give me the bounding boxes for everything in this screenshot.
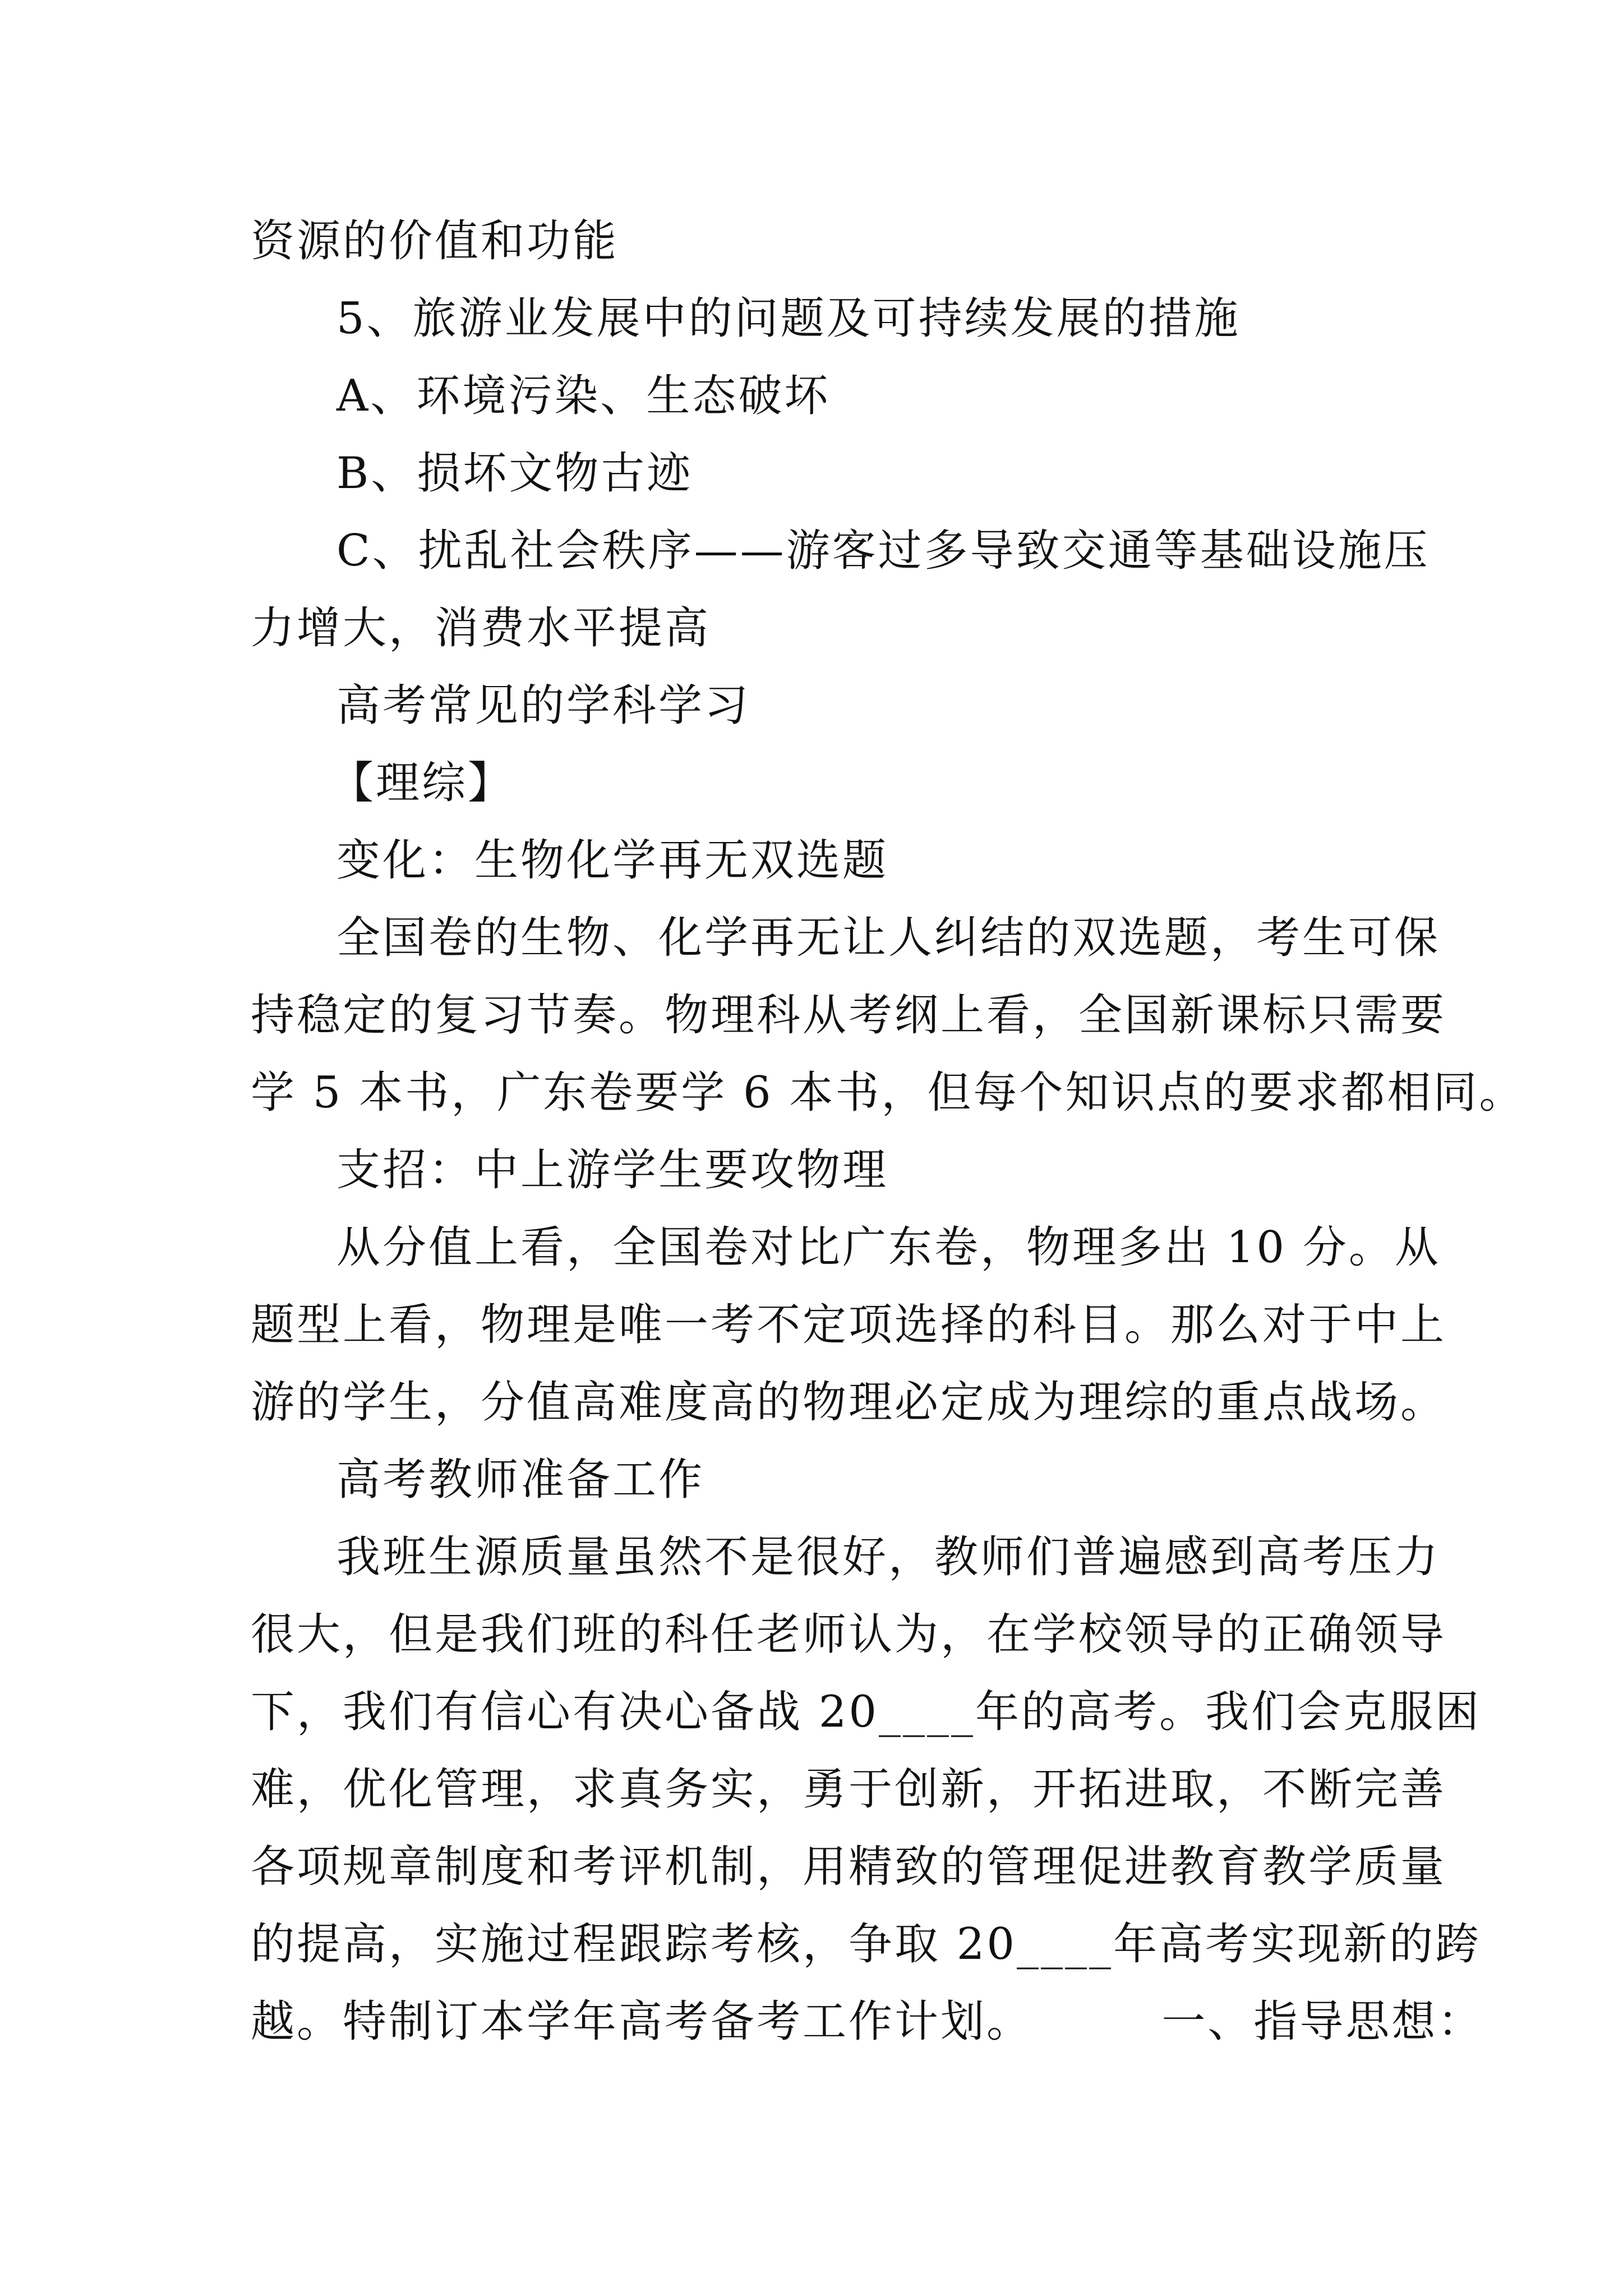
list-item-heading: 5、旅游业发展中的问题及可持续发展的措施: [336, 293, 1241, 344]
text-line: 变化：生物化学再无双选题: [336, 835, 889, 886]
text-line: 的提高，实施过程跟踪考核，争取 20____年高考实现新的跨: [251, 1919, 1482, 1970]
text-line: 难，优化管理，求真务实，勇于创新，开拓进取，不断完善: [251, 1764, 1447, 1815]
text-line: 很大，但是我们班的科任老师认为，在学校领导的正确领导: [251, 1609, 1447, 1660]
list-item: B、损坏文物古迹: [336, 448, 693, 499]
list-item: A、环境污染、生态破坏: [336, 371, 831, 421]
text-line: 各项规章制度和考评机制，用精致的管理促进教育教学质量: [251, 1842, 1447, 1892]
text-line: 力增大，消费水平提高: [251, 603, 711, 654]
text-line: 越。特制订本学年高考备考工作计划。 一、指导思想：: [251, 1996, 1484, 2047]
text-line: 题型上看，物理是唯一考不定项选择的科目。那么对于中上: [251, 1300, 1447, 1350]
section-heading: 高考教师准备工作: [336, 1455, 705, 1505]
text-line: 下，我们有信心有决心备战 20____年的高考。我们会克服困: [251, 1687, 1482, 1737]
list-item: C、扰乱社会秩序——游客过多导致交通等基础设施压: [336, 526, 1430, 576]
text-line: 学 5 本书，广东卷要学 6 本书，但每个知识点的要求都相同。: [251, 1068, 1525, 1118]
text-line: 游的学生，分值高难度高的物理必定成为理综的重点战场。: [251, 1377, 1447, 1428]
text-line: 从分值上看，全国卷对比广东卷，物理多出 10 分。从: [336, 1222, 1441, 1273]
text-line: 资源的价值和功能: [251, 216, 619, 266]
text-line: 支招：中上游学生要攻物理: [336, 1145, 889, 1195]
text-line: 持稳定的复习节奏。物理科从考纲上看，全国新课标只需要: [251, 990, 1447, 1041]
subsection-heading: 【理综】: [330, 758, 514, 808]
text-line: 全国卷的生物、化学再无让人纠结的双选题，考生可保: [336, 913, 1441, 963]
text-line: 我班生源质量虽然不是很好，教师们普遍感到高考压力: [336, 1532, 1441, 1582]
section-heading: 高考常见的学科学习: [336, 680, 751, 731]
